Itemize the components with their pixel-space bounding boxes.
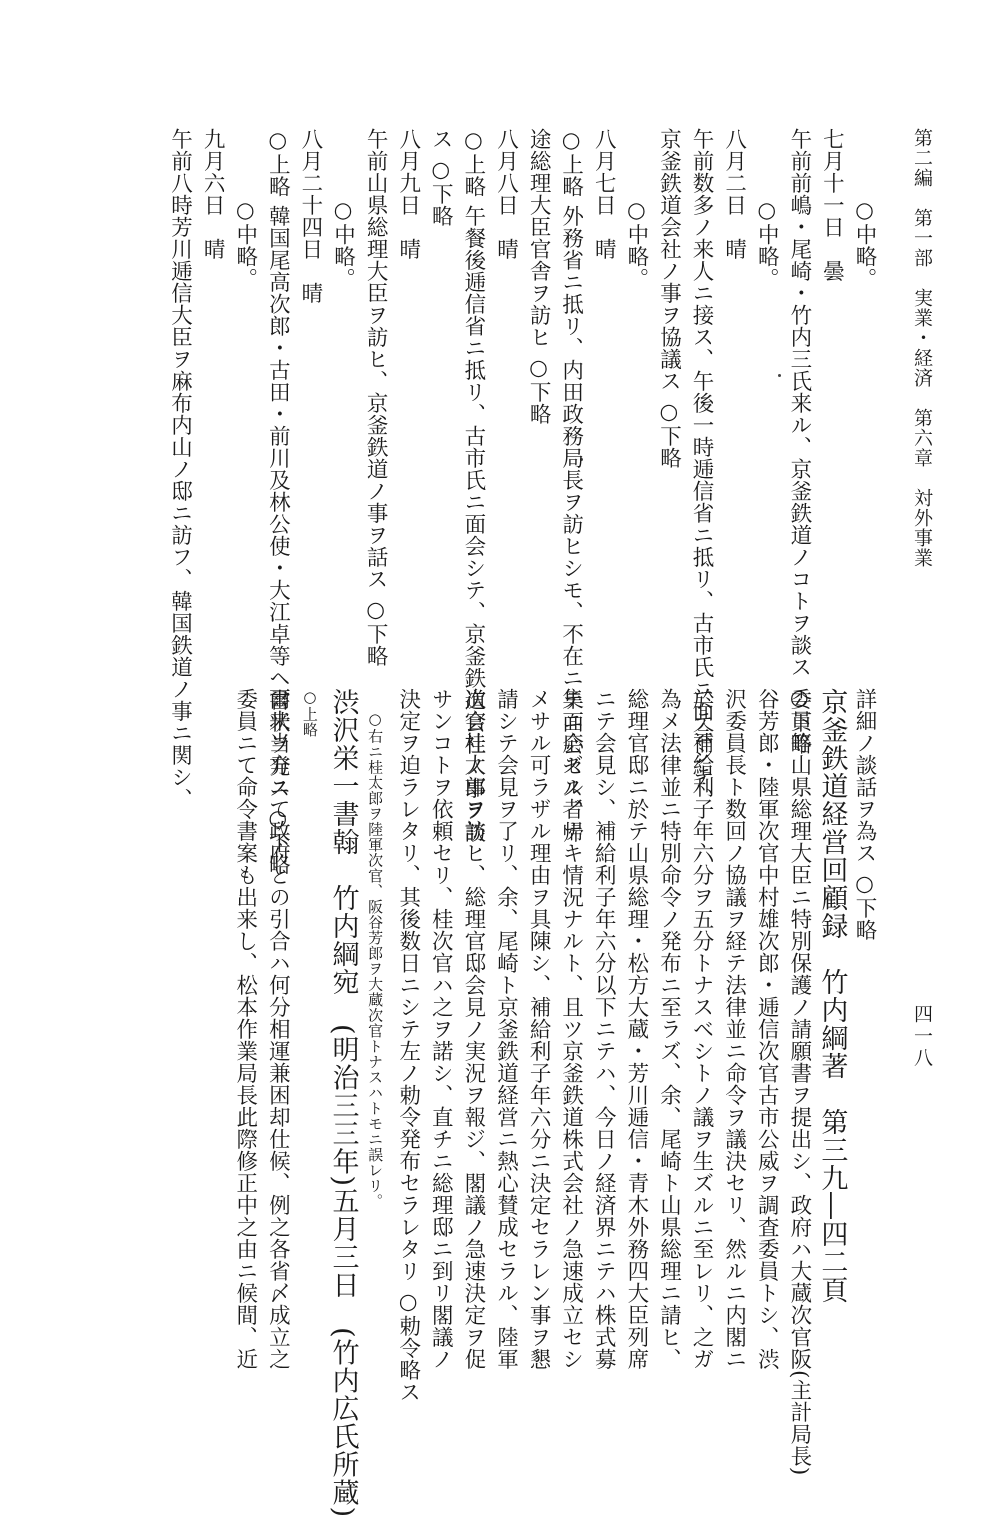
text-line: ○中略。 [852, 198, 877, 290]
text-line: ○中略。 [330, 198, 356, 290]
text-line: 午前前嶋・尾崎・竹内三氏来ル、京釜鉄道ノコトヲ談ス ○下略 [786, 128, 812, 755]
text-line: ス ○下略 [428, 128, 454, 227]
text-line: 午前八時芳川逓信大臣ヲ麻布内山ノ邸ニ訪フ、韓国鉄道ノ事ニ関シ、 [167, 128, 193, 810]
text-line: 爾来当方ニて政府との引合ハ何分相運兼困却仕候、例之各省〆成立之 [265, 688, 291, 1370]
text-line: 於テ補給利子年六分ヲ五分トナスベシトノ議ヲ生ズルニ至レリ、之ガ [689, 688, 715, 1370]
text-line: 総理官邸ニ於テ山県総理・松方大蔵・芳川逓信・青木外務四大臣列席 [623, 688, 649, 1370]
text-line: 為メ法律並ニ特別命令ノ発布ニ至ラズ、余、尾崎ト山県総理ニ請ヒ、 [656, 688, 682, 1370]
diary-date-line: 九月六日 晴 [200, 128, 226, 260]
text-line: 途総理大臣官舎ヲ訪ヒ ○下略 [526, 128, 552, 425]
text-line: 委員ニて命令書案も出来し、松本作業局長此際修正中之由ニ候間、近 [232, 688, 258, 1370]
text-line: ○中略。 [623, 198, 649, 290]
diary-date-line: 八月二十四日 晴 [297, 128, 323, 304]
text-line: ○上略 韓国尾高次郎・古田・前川及林公使・大江卓等ヘ書状ヲ発ス ○下略 [265, 128, 291, 876]
text-line: ○中略。 [232, 198, 258, 290]
diary-date-line: 八月七日 晴 [591, 128, 617, 260]
lower-text-block [74, 688, 880, 1518]
diary-date-line: 七月十一日 曇 [819, 128, 845, 282]
source-heading: 京釜鉄道経営回顧録 竹内綱著 第三九―四二頁 [816, 688, 848, 1304]
text-line: 次官桂太郎ヲ訪ヒ、総理官邸会見ノ実況ヲ報ジ、閣議ノ急速決定ヲ促 [460, 688, 486, 1370]
text-line: 沢委員長ト数回ノ協議ヲ経テ法律並ニ命令ヲ議決セリ、然ルニ内閣ニ [721, 688, 747, 1370]
text-line: 委員等山県総理大臣ニ特別保護ノ請願書ヲ提出シ、政府ハ大蔵次官阪(主計局長) [786, 688, 812, 1476]
text-line: 詳細ノ談話ヲ為ス ○下略 [852, 688, 877, 941]
text-line: 集ニ応ズル者ナキ情況ナルト、且ツ京釜鉄道株式会社ノ急速成立セシ [558, 688, 584, 1370]
text-line: ○上略 外務省ニ抵リ、内田政務局長ヲ訪ヒシモ、不在ニテ面会セス、帰 [558, 128, 584, 843]
source-heading: 渋沢栄一書翰 竹内綱宛 (明治三三年)五月三日 (竹内広氏所蔵) [327, 688, 359, 1518]
text-line: ○上略 [300, 688, 319, 738]
text-line: ニテ会見シ、補給利子年六分以下ニテハ、今日ノ経済界ニテハ株式募 [591, 688, 617, 1370]
text-line: 京釜鉄道会社ノ事ヲ協議ス ○下略 [656, 128, 682, 469]
text-line: 請シテ会見ヲ了リ、余、尾崎ト京釜鉄道経営ニ熱心賛成セラル、陸軍 [493, 688, 519, 1370]
text-line: ○上略 午餐後逓信省ニ抵リ、古市氏ニ面会シテ、京釜鉄道会社ノ事ヲ談 [460, 128, 486, 843]
text-line: 午前数多ノ来人ニ接ス、午後一時逓信省ニ抵リ、古市氏ニ面会シテ、 [689, 128, 715, 810]
diary-date-line: 八月二日 晴 [721, 128, 747, 260]
text-line: 午前山県総理大臣ヲ訪ヒ、京釜鉄道ノ事ヲ話ス ○下略 [363, 128, 389, 667]
text-line: メサル可ラザル理由ヲ具陳シ、補給利子年六分ニ決定セラレン事ヲ懇 [526, 688, 552, 1370]
editor-note: ○右ニ桂太郎ヲ陸軍次官、阪谷芳郎ヲ大蔵次官トナスハトモニ誤レリ。 [366, 710, 385, 1209]
text-line: 谷芳郎・陸軍次官中村雄次郎・逓信次官古市公威ヲ調査委員トシ、渋 [754, 688, 780, 1370]
text-line: サンコトヲ依頼セリ、桂次官ハ之ヲ諾シ、直チニ総理邸ニ到リ閣議ノ [428, 688, 454, 1370]
page-number: 四一八 [911, 1004, 933, 1070]
text-line: 決定ヲ迫ラレタリ、其後数日ニシテ左ノ勅令発布セラレタリ ○勅令略ス [395, 688, 421, 1403]
text-line: ○中略。 [754, 198, 780, 290]
diary-date-line: 八月八日 晴 [493, 128, 519, 260]
diary-date-line: 八月九日 晴 [395, 128, 421, 260]
running-head: 第二編 第一部 実業・経済 第六章 対外事業 [911, 128, 933, 568]
